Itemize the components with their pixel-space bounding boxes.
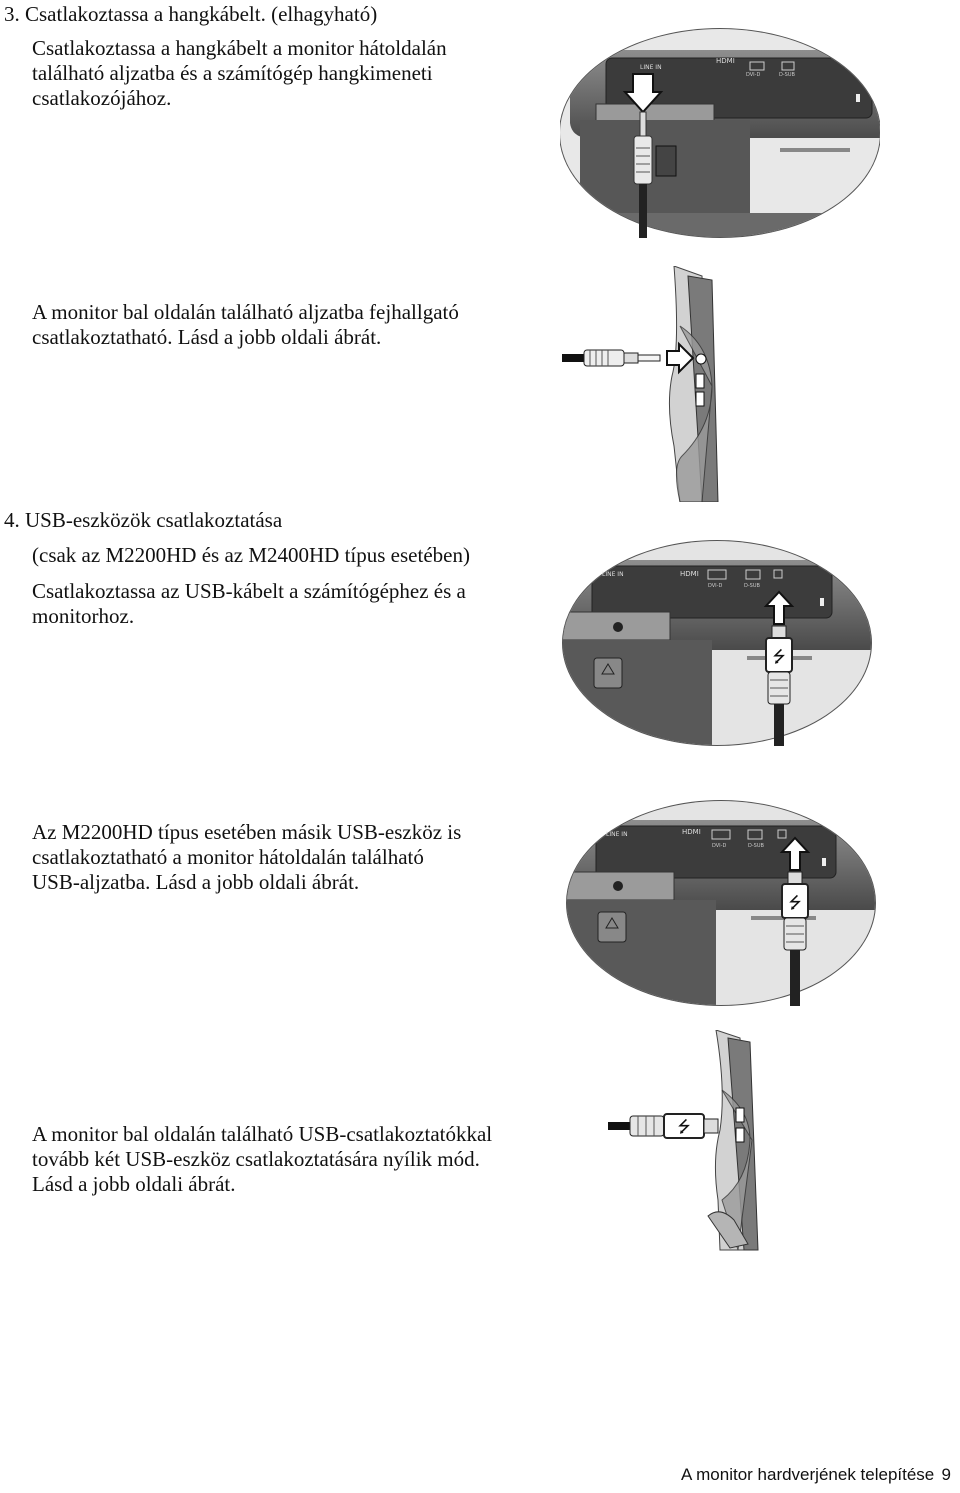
hdmi-port-label: HDMI <box>716 57 735 65</box>
section-3-heading: 3. Csatlakoztassa a hangkábelt. (elhagyható) <box>4 2 378 26</box>
text-line: USB-aljzatba. Lásd a jobb oldali ábrát. <box>32 870 360 894</box>
hdmi-port-label: HDMI <box>682 828 701 836</box>
text-line: csatlakoztatható. Lásd a jobb oldali ábrát. <box>32 325 382 349</box>
page-number: 9 <box>941 1465 951 1484</box>
text-line: csatlakoztatható a monitor hátoldalán található <box>32 845 424 869</box>
line-in-port-label: LINE IN <box>606 831 628 838</box>
side-usb-figure <box>608 1030 784 1256</box>
section-4-heading: 4. USB-eszközök csatlakoztatása <box>4 508 283 532</box>
usb-plug-icon <box>608 1114 718 1138</box>
dsub-port-label: D-SUB <box>779 72 795 78</box>
rear-usb-figure <box>562 540 872 746</box>
section-4-paragraph-1 <box>32 579 466 629</box>
lock-icon <box>856 94 860 102</box>
section-3-paragraph-2 <box>32 300 459 350</box>
lock-icon <box>822 858 826 866</box>
dsub-port-label: D-SUB <box>744 583 760 589</box>
text-line: A monitor bal oldalán található aljzatba fejhallgató <box>32 300 459 324</box>
section-3-paragraph-1 <box>32 36 447 111</box>
rear-usb-figure-2 <box>566 800 876 1006</box>
page-footer <box>681 1465 951 1485</box>
text-line: található aljzatba és a számítógép hangkimeneti <box>32 61 433 85</box>
line-in-port-label: LINE IN <box>602 571 624 578</box>
dvi-port-label: DVI-D <box>708 583 723 589</box>
rear-audio-figure <box>560 28 880 238</box>
usb-symbol-icon: ⭍ <box>788 893 802 912</box>
footer-title: A monitor hardverjének telepítése <box>681 1465 935 1484</box>
audio-plug-icon <box>562 350 660 366</box>
text-line: Csatlakoztassa az USB-kábelt a számítógéphez és a <box>32 579 466 603</box>
text-line: monitorhoz. <box>32 604 135 628</box>
text-line: tovább két USB-eszköz csatlakoztatására nyílik mód. <box>32 1147 480 1171</box>
side-headphone-figure <box>562 266 782 502</box>
hdmi-port-label: HDMI <box>680 570 699 578</box>
section-4-model-note: (csak az M2200HD és az M2400HD típus esetében) <box>32 543 470 567</box>
text-line: Lásd a jobb oldali ábrát. <box>32 1172 236 1196</box>
lock-icon <box>820 598 824 606</box>
text-line: Az M2200HD típus esetében másik USB-eszköz is <box>32 820 462 844</box>
usb-symbol-icon: ⭍ <box>677 1117 691 1136</box>
text-line: Csatlakoztassa a hangkábelt a monitor hátoldalán <box>32 36 447 60</box>
section-4-paragraph-2 <box>32 820 461 895</box>
section-4-paragraph-3 <box>32 1122 492 1197</box>
dvi-port-label: DVI-D <box>712 843 727 849</box>
text-line: A monitor bal oldalán található USB-csatlakoztatókkal <box>32 1122 493 1146</box>
line-in-port-label: LINE IN <box>640 64 662 71</box>
dvi-port-label: DVI-D <box>746 72 761 78</box>
text-line: csatlakozójához. <box>32 86 172 110</box>
dsub-port-label: D-SUB <box>748 843 764 849</box>
usb-symbol-icon: ⭍ <box>772 647 786 666</box>
